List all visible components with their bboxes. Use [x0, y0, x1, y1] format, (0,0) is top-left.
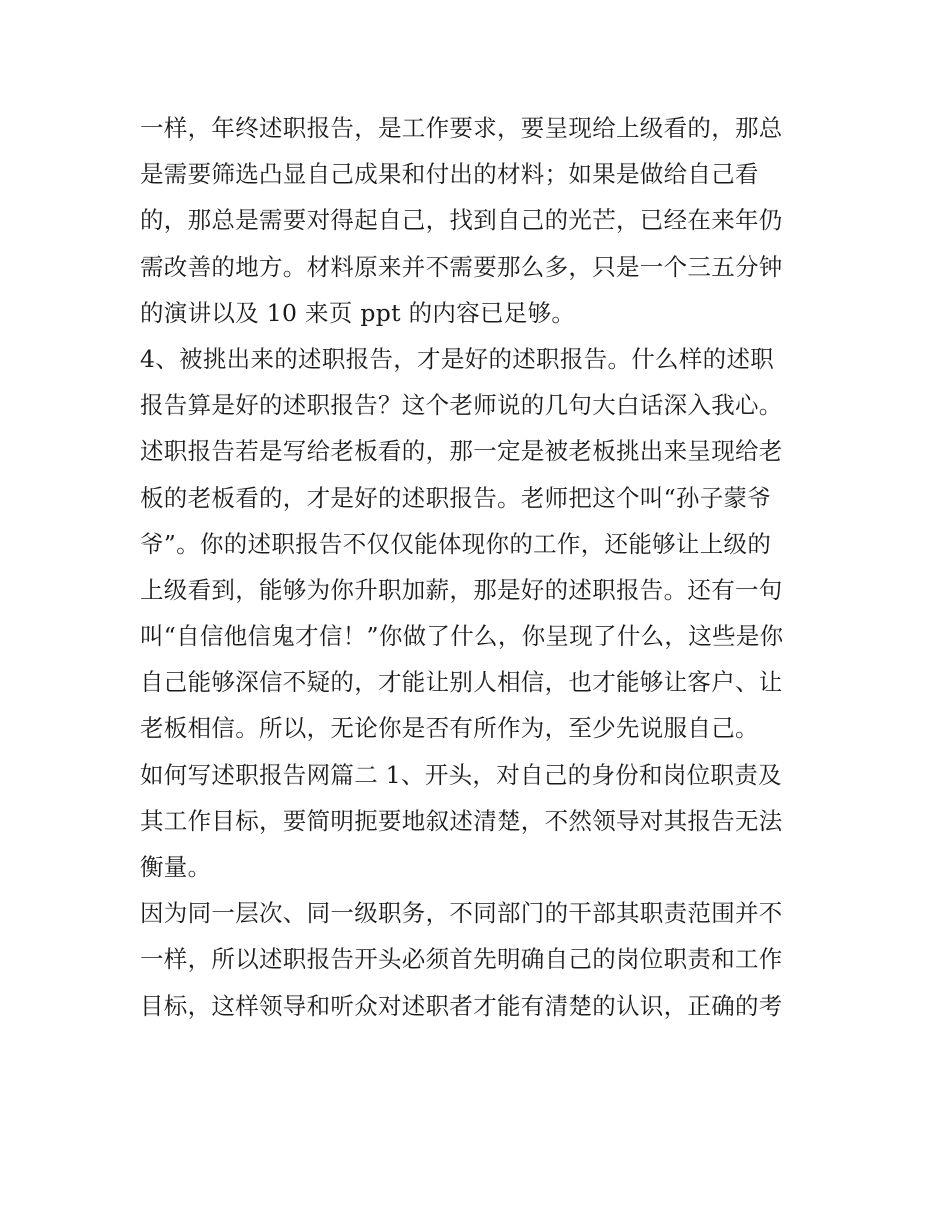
text-line: 是需要筛选凸显自己成果和付出的材料；如果是做给自己看	[140, 160, 759, 189]
text-line: 自己能够深信不疑的，才能让别人相信，也才能够让客户、让	[140, 668, 783, 697]
text-line: 如何写述职报告网篇二 1、开头，对自己的身份和岗位职责及	[140, 760, 782, 789]
text-line: 因为同一层次、同一级职务，不同部门的干部其职责范围并不	[140, 899, 783, 928]
text-line: 其工作目标，要简明扼要地叙述清楚，不然领导对其报告无法	[140, 806, 783, 835]
text-line: 板的老板看的，才是好的述职报告。老师把这个叫“孙子蒙爷	[140, 483, 772, 512]
text-line: 叫“自信他信鬼才信！”你做了什么，你呈现了什么，这些是你	[140, 622, 784, 651]
text-line: 衡量。	[140, 853, 212, 881]
text-line: 4、被挑出来的述职报告，才是好的述职报告。什么样的述职	[140, 344, 775, 373]
text-line: 上级看到，能够为你升职加薪，那是好的述职报告。还有一句	[140, 575, 783, 604]
text-line: 一样，所以述职报告开头必须首先明确自己的岗位职责和工作	[140, 945, 783, 974]
text-line: 报告算是好的述职报告？这个老师说的几句大白话深入我心。	[140, 391, 783, 420]
text-line: 的，那总是需要对得起自己，找到自己的光芒，已经在来年仍	[140, 206, 783, 235]
text-line: 的演讲以及 10 来页 ppt 的内容已足够。	[140, 298, 576, 327]
text-line: 需改善的地方。材料原来并不需要那么多，只是一个三五分钟	[140, 252, 783, 281]
text-line: 一样，年终述职报告，是工作要求，要呈现给上级看的，那总	[140, 114, 783, 142]
text-line: 述职报告若是写给老板看的，那一定是被老板挑出来呈现给老	[140, 437, 783, 466]
text-line: 目标，这样领导和听众对述职者才能有清楚的认识，正确的考	[140, 991, 783, 1020]
text-line: 老板相信。所以，无论你是否有所作为，至少先说服自己。	[140, 714, 759, 743]
text-line: 爷”。你的述职报告不仅仅能体现你的工作，还能够让上级的	[140, 529, 772, 558]
body-text	[140, 105, 820, 1029]
